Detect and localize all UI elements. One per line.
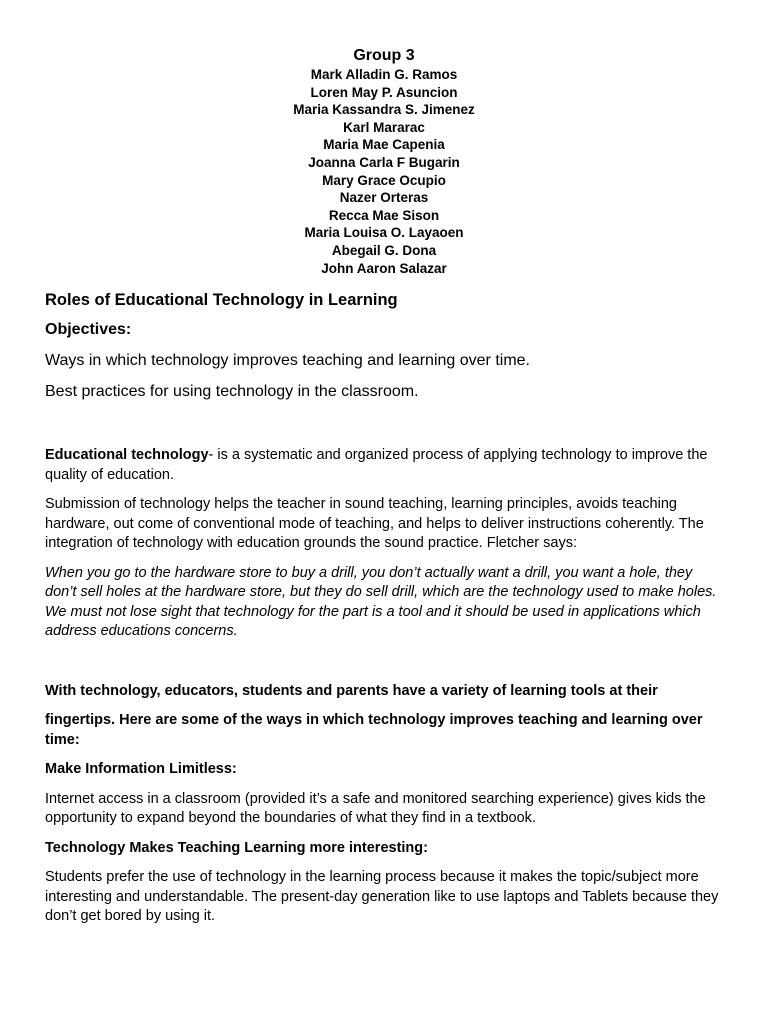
member-name: Joanna Carla F Bugarin	[308, 154, 460, 170]
member-name: Recca Mae Sison	[328, 207, 440, 223]
member-name: Karl Mararac	[343, 119, 425, 135]
intro-line: With technology, educators, students and parents have a variety of learning tools at their	[45, 682, 658, 699]
member-name: Loren May P. Asuncion	[310, 84, 458, 100]
section-heading: Make Information Limitless:	[45, 761, 237, 777]
intro-line: fingertips. Here are some of the ways in which technology improves teaching and learning over time:	[45, 712, 703, 748]
member-name: John Aaron Salazar	[321, 260, 447, 276]
member-list	[0, 66, 768, 277]
definition-term: Educational technology	[45, 447, 209, 463]
section-paragraph: Students prefer the use of technology in the learning process because it makes the topic/subject more interesting and understandable. The present-day generation like to use laptops and Tablets because they don’t get bored by using it.	[45, 869, 719, 924]
objective-item: Best practices for using technology in the classroom.	[45, 383, 419, 400]
section-paragraph: Internet access in a classroom (provided it’s a safe and monitored searching experience) gives kids the opportunity to expand beyond the boundaries of what they find in a textbook.	[45, 790, 706, 826]
objectives-heading: Objectives:	[45, 321, 132, 338]
definition-paragraph	[45, 446, 725, 485]
definition-text: - is a systematic and organized process of applying technology to improve the quality of education.	[45, 447, 708, 483]
document-body	[45, 289, 725, 927]
member-name: Maria Mae Capenia	[323, 137, 445, 153]
group-title: Group 3	[353, 47, 415, 64]
member-name: Abegail G. Dona	[331, 242, 437, 258]
member-name: Mary Grace Ocupio	[322, 172, 446, 188]
member-name: Nazer Orteras	[339, 190, 429, 206]
fletcher-quote: When you go to the hardware store to buy a drill, you don’t actually want a drill, you want a hole, they don’t sell holes at the hardware store, but they do sell drill, which are the technology used to make holes. We must not lose sight that technology for the part is a tool and it should be used in applications which address educations concerns.	[45, 564, 717, 639]
member-name: Maria Kassandra S. Jimenez	[293, 102, 475, 118]
section-heading: Technology Makes Teaching Learning more interesting:	[45, 839, 428, 856]
objective-item: Ways in which technology improves teaching and learning over time.	[45, 352, 530, 369]
submission-paragraph: Submission of technology helps the teacher in sound teaching, learning principles, avoids teaching hardware, out come of conventional mode of teaching, and helps to deliver instructions coherently. The integration of technology with education grounds the sound practice. Fletcher says:	[45, 496, 704, 551]
member-name: Mark Alladin G. Ramos	[310, 67, 458, 82]
document-title: Roles of Educational Technology in Learning	[45, 291, 398, 309]
member-name: Maria Louisa O. Layaoen	[304, 225, 464, 241]
